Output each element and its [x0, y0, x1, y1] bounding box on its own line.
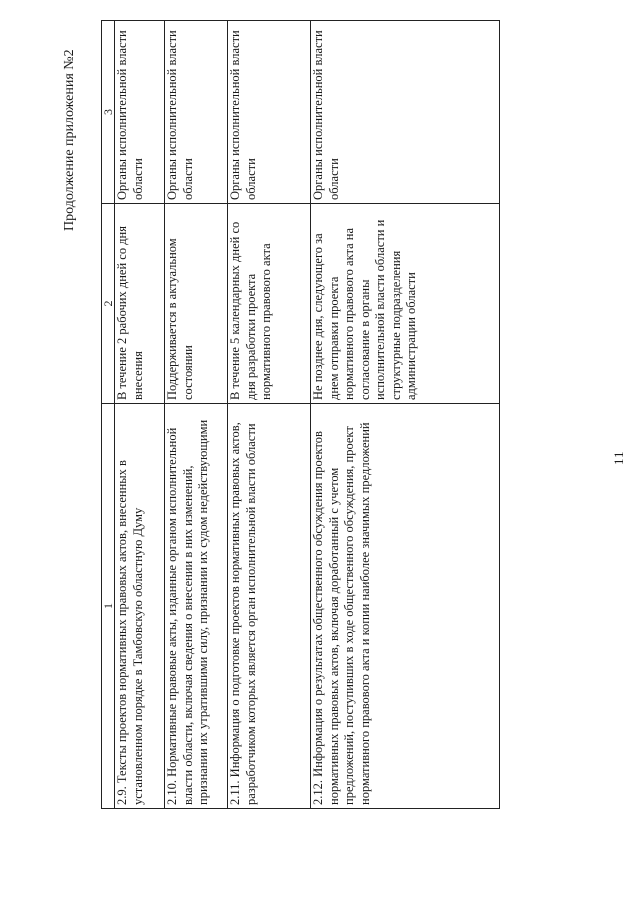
- column-header-2: 2: [102, 204, 115, 404]
- responsible-cell: Органы исполнительной власти области: [228, 21, 311, 204]
- term-cell: В течение 2 рабочих дней со дня внесения: [115, 204, 165, 404]
- responsible-cell: Органы исполнительной власти области: [165, 21, 228, 204]
- column-header-1: 1: [102, 404, 115, 809]
- item-cell: 2.10. Нормативные правовые акты, изданные органом исполнительной власти области, включая сведения о внесении в них изменений, признании их утратившими силу, признании их судом недействующими: [165, 404, 228, 809]
- table-header-row: [102, 21, 115, 809]
- page-number: 11: [611, 450, 626, 465]
- term-cell: Не позднее дня, следующего за днем отправки проекта нормативного правового акта на согласование в органы исполнительной власти области и структурные подразделения администрации области: [311, 204, 500, 404]
- table-row: [165, 21, 228, 809]
- responsible-cell: Органы исполнительной власти области: [115, 21, 165, 204]
- table-row: [115, 21, 165, 809]
- responsible-cell: Органы исполнительной власти области: [311, 21, 500, 204]
- regulation-table: [101, 20, 500, 809]
- term-cell: Поддерживается в актуальном состоянии: [165, 204, 228, 404]
- column-header-3: 3: [102, 21, 115, 204]
- term-cell: В течение 5 календарных дней со дня разработки проекта нормативного правового акта: [228, 204, 311, 404]
- appendix-continuation-label: Продолжение приложения №2: [62, 49, 77, 231]
- table-row: [228, 21, 311, 809]
- table-row: [311, 21, 500, 809]
- item-cell: 2.9. Тексты проектов нормативных правовых актов, внесенных в установленном порядке в Тамбовскую областную Думу: [115, 404, 165, 809]
- item-cell: 2.11. Информация о подготовке проектов нормативных правовых актов, разработчиком которых является орган исполнительной власти области: [228, 404, 311, 809]
- item-cell: 2.12. Информация о результатах общественного обсуждения проектов нормативных правовых актов, включая доработанный с учетом предложений, поступивших в ходе общественного обсуждения, проект нормативного правового акта и копии наиболее значимых предложений: [311, 404, 500, 809]
